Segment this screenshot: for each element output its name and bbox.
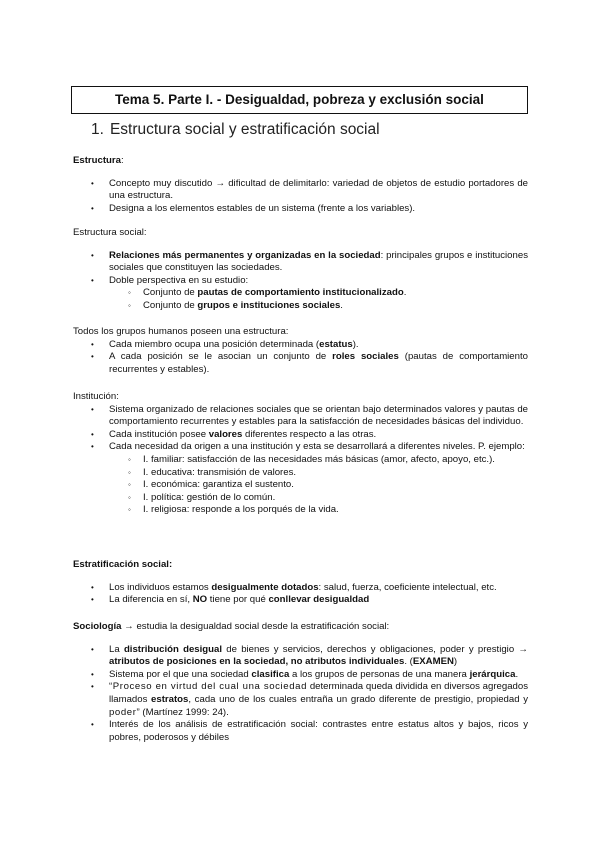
topic-title-box — [71, 86, 528, 114]
estratificacion-list — [73, 582, 528, 607]
sociologia-list — [73, 644, 528, 745]
section-title: Estructura social y estratificación social — [109, 121, 380, 138]
estructura-social-block — [73, 227, 528, 313]
estratificacion-block — [73, 559, 528, 607]
list-item: • Cada necesidad da origen a una institución y esta se desarrollará a diferentes niveles. P. ejemplo: — [73, 441, 528, 454]
list-item: • La distribución desigual de bienes y servicios, derechos y obligaciones, poder y prestigio → atributos de posiciones en la sociedad, no atributos individuales. (EXAMEN) — [73, 644, 528, 669]
sociologia-block — [73, 621, 528, 744]
list-item: • Cada miembro ocupa una posición determinada (estatus). — [73, 339, 528, 352]
estructura-social-list — [73, 250, 528, 313]
institucion-list — [73, 404, 528, 517]
estructura-block — [73, 155, 528, 215]
sub-list-item: ◦ I. religiosa: responde a los porqués de la vida. — [73, 504, 528, 517]
estratificacion-heading: Estratificación social: — [73, 559, 173, 570]
list-item: • Los individuos estamos desigualmente dotados: salud, fuerza, coeficiente intelectual, etc. — [73, 582, 528, 595]
list-item: • Sistema organizado de relaciones sociales que se orientan bajo determinados valores y pautas de comportamiento recurrentes y estables para la satisfacción de necesidades básicas del individuo. — [73, 404, 528, 429]
sub-list-item: ◦ Conjunto de pautas de comportamiento institucionalizado. — [73, 287, 528, 300]
grupos-list — [73, 339, 528, 377]
estructura-social-heading: Estructura social: — [73, 227, 147, 238]
list-item: • Cada institución posee valores diferentes respecto a las otras. — [73, 429, 528, 442]
topic-title: Tema 5. Parte I. - Desigualdad, pobreza y exclusión social — [115, 91, 484, 107]
institucion-heading: Institución: — [73, 391, 119, 402]
sub-list-item: ◦ I. económica: garantiza el sustento. — [73, 479, 528, 492]
sub-list-item: ◦ I. política: gestión de lo común. — [73, 492, 528, 505]
sociologia-heading: Sociología → estudia la desigualdad social desde la estratificación social: — [73, 621, 390, 632]
estructura-heading: Estructura: — [73, 155, 124, 166]
list-item: • “Proceso en virtud del cual una sociedad determinada queda dividida en diversos agregados llamados estratos, cada uno de los cuales entraña un grado diferente de prestigio, propiedad y poder” (Martínez 1999: 24). — [73, 681, 528, 719]
list-item: • Designa a los elementos estables de un sistema (frente a los variables). — [73, 203, 528, 216]
institucion-block — [73, 391, 528, 517]
estructura-list — [73, 178, 528, 216]
list-item: • Interés de los análisis de estratificación social: contrastes entre estatus altos y bajos, ricos y pobres, poderosos y débiles — [73, 719, 528, 744]
grupos-block — [73, 326, 528, 376]
list-item: • Sistema por el que una sociedad clasifica a los grupos de personas de una manera jerárquica. — [73, 669, 528, 682]
list-item: • Doble perspectiva en su estudio: — [73, 275, 528, 288]
list-item: • A cada posición se le asocian un conjunto de roles sociales (pautas de comportamiento recurrentes y estables). — [73, 351, 528, 376]
sub-list-item: ◦ Conjunto de grupos e instituciones sociales. — [73, 300, 528, 313]
grupos-heading: Todos los grupos humanos poseen una estructura: — [73, 326, 289, 337]
sub-list-item: ◦ I. educativa: transmisión de valores. — [73, 467, 528, 480]
list-item: • La diferencia en sí, NO tiene por qué conllevar desigualdad — [73, 594, 528, 607]
section-heading — [91, 121, 380, 138]
list-item: • Relaciones más permanentes y organizadas en la sociedad: principales grupos e instituciones sociales que constituyen las sociedades. — [73, 250, 528, 275]
section-number: 1. — [91, 121, 104, 138]
sub-list-item: ◦ I. familiar: satisfacción de las necesidades más básicas (amor, afecto, apoyo, etc.). — [73, 454, 528, 467]
list-item: • Concepto muy discutido → dificultad de delimitarlo: variedad de objetos de estudio portadores de una estructura. — [73, 178, 528, 203]
